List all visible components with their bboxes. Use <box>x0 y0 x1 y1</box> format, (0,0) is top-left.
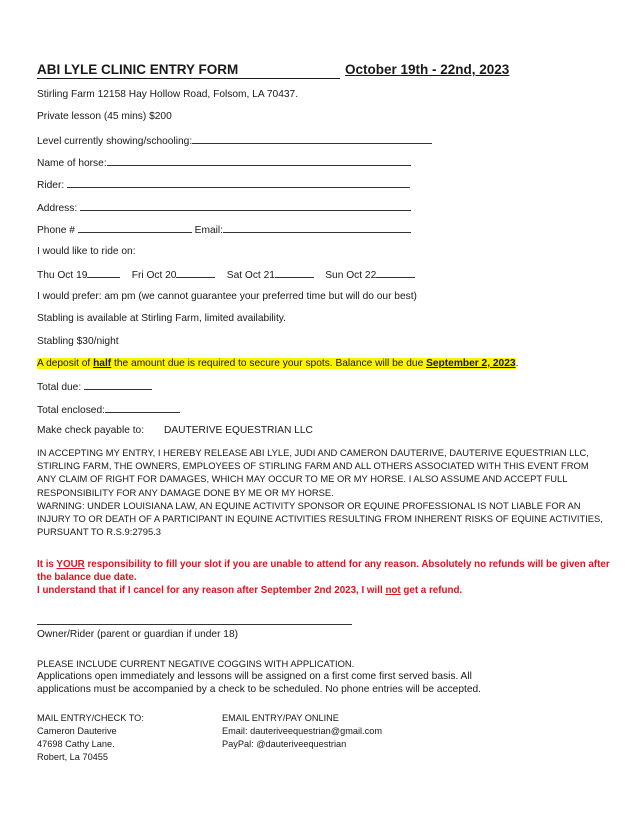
total-enclosed-blank[interactable] <box>105 402 180 413</box>
stabling-availability-text: Stabling is available at Stirling Farm, limited availability. <box>37 313 286 324</box>
day-thu-blank[interactable] <box>87 267 120 278</box>
payable-to-row <box>37 424 313 437</box>
applications-notice: Applications open immediately and lessons will be assigned on a first come first served basis. All applications must be accompanied by a check to be scheduled. No phone entries will be accepted. <box>37 671 481 695</box>
total-enclosed-field[interactable] <box>37 402 180 417</box>
mail-street: 47698 Cathy Lane. <box>37 739 115 749</box>
payable-value: DAUTERIVE EQUESTRIAN LLC <box>164 425 313 436</box>
day-sun-blank[interactable] <box>376 267 415 278</box>
day-sun[interactable]: Sun Oct 22 <box>325 270 415 281</box>
horse-blank[interactable] <box>107 155 411 166</box>
level-field[interactable] <box>37 133 432 148</box>
mail-entry-block <box>37 712 144 764</box>
day-sat-blank[interactable] <box>275 267 314 278</box>
day-fri-blank[interactable] <box>176 267 215 278</box>
deposit-half: half <box>93 358 112 369</box>
not-emphasis: not <box>385 585 401 596</box>
online-paypal[interactable]: PayPal: @dauteriveequestrian <box>222 739 347 749</box>
total-due-field[interactable] <box>37 379 152 394</box>
day-sat[interactable]: Sat Oct 21 <box>227 270 314 281</box>
level-blank[interactable] <box>192 133 432 144</box>
deposit-notice: A deposit of half the amount due is required to secure your spots. Balance will be due September 2, 2023. <box>37 358 519 369</box>
total-due-blank[interactable] <box>84 379 152 390</box>
mail-heading: MAIL ENTRY/CHECK TO: <box>37 713 144 723</box>
ride-on-label: I would like to ride on: <box>37 246 136 257</box>
payable-label: Make check payable to: <box>37 425 145 436</box>
event-dates: October 19th - 22nd, 2023 <box>345 62 510 77</box>
phone-email-field[interactable] <box>37 222 411 237</box>
horse-label: Name of horse: <box>37 158 107 169</box>
signature-label: Owner/Rider (parent or guardian if under 18) <box>37 629 239 640</box>
online-heading: EMAIL ENTRY/PAY ONLINE <box>222 713 339 723</box>
rider-blank[interactable] <box>67 177 410 188</box>
balance-due-date: September 2, 2023 <box>426 358 516 369</box>
total-enclosed-label: Total enclosed: <box>37 405 105 416</box>
warning-paragraph: WARNING: UNDER LOUISIANA LAW, AN EQUINE ACTIVITY SPONSOR OR EQUINE PROFESSIONAL IS NOT LIABLE FOR AN INJURY TO OR DEATH OF A PARTICIPANT IN EQUINE ACTIVITIES RESULTING FROM INHERENT RISKS OF EQUINE ACTIVITIES, PURSUANT TO R.S.9:2795.3 <box>37 500 603 538</box>
day-fri[interactable]: Fri Oct 20 <box>132 270 216 281</box>
time-preference-text: I would prefer: am pm (we cannot guarantee your preferred time but will do our best) <box>37 291 417 302</box>
day-thu[interactable]: Thu Oct 19 <box>37 270 120 281</box>
form-title: ABI LYLE CLINIC ENTRY FORM <box>37 62 340 79</box>
email-blank[interactable] <box>223 222 411 233</box>
phone-blank[interactable] <box>78 222 192 233</box>
email-label: Email: <box>194 225 223 236</box>
address-blank[interactable] <box>80 200 411 211</box>
level-label: Level currently showing/schooling: <box>37 136 193 147</box>
rider-label: Rider: <box>37 180 65 191</box>
signature-line[interactable] <box>37 624 352 625</box>
refund-notice: It is YOUR responsibility to fill your slot if you are unable to attend for any reason. Absolutely no refunds will be given after the balance due date. I understand that if I cancel for any reason after September 2nd 2023, I will not get a refund. <box>37 559 610 596</box>
day-selection-row <box>37 267 415 282</box>
stabling-price-text: Stabling $30/night <box>37 336 119 347</box>
online-email[interactable]: Email: dauteriveequestrian@gmail.com <box>222 726 382 736</box>
horse-field[interactable] <box>37 155 411 170</box>
rider-field[interactable] <box>37 177 410 192</box>
address-label: Address: <box>37 203 78 214</box>
release-paragraph: IN ACCEPTING MY ENTRY, I HEREBY RELEASE ABI LYLE, JUDI AND CAMERON DAUTERIVE, DAUTERIVE EQUESTRIAN LLC, STIRLING FARM, THE OWNERS, EMPLOYEES OF STIRLING FARM AND ALL OTHERS ASSOCIATED WITH THIS EVENT FROM ANY CLAIM OF RIGHT FOR DAMAGES, WHICH MAY OCCUR TO ME OR MY HORSE. I ALSO ASSUME AND ACCEPT FULL RESPONSIBILITY FOR ANY DAMAGE DONE BY ME OR MY HORSE. <box>37 447 589 498</box>
your-emphasis: YOUR <box>56 559 85 570</box>
coggins-notice: PLEASE INCLUDE CURRENT NEGATIVE COGGINS WITH APPLICATION. <box>37 658 355 669</box>
mail-city: Robert, La 70455 <box>37 752 109 762</box>
online-entry-block <box>222 712 382 751</box>
phone-label: Phone # <box>37 225 75 236</box>
total-due-label: Total due: <box>37 382 82 393</box>
mail-name: Cameron Dauterive <box>37 726 117 736</box>
location-text: Stirling Farm 12158 Hay Hollow Road, Folsom, LA 70437. <box>37 89 299 100</box>
address-field[interactable] <box>37 200 411 215</box>
lesson-price-text: Private lesson (45 mins) $200 <box>37 111 172 122</box>
